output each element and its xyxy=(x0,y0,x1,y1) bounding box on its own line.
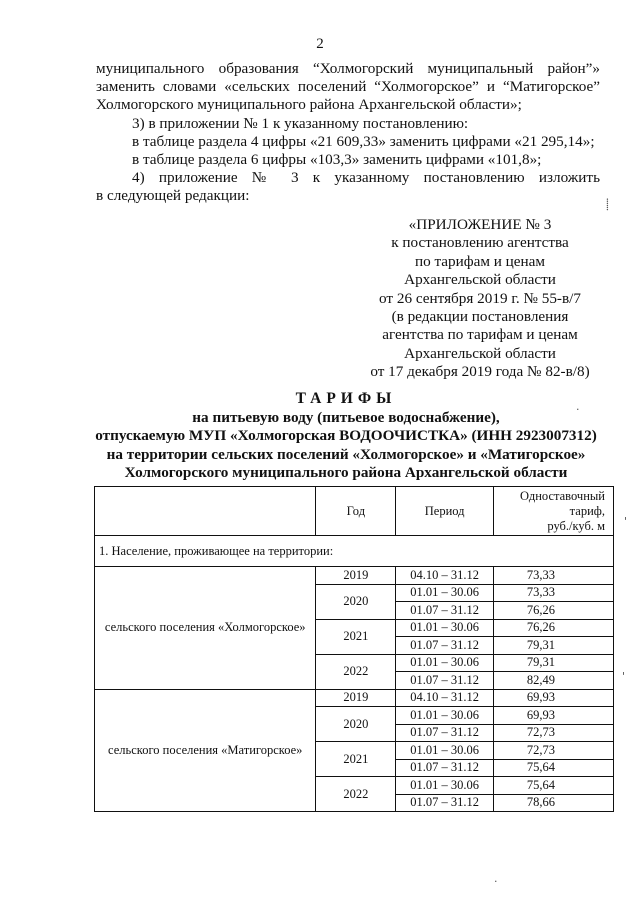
amendment-line: Холмогорского муниципального района Архангельской области»; xyxy=(96,96,522,114)
tariff-cell: 75,64 xyxy=(494,759,614,777)
period-cell: 01.07 – 31.12 xyxy=(396,759,494,777)
tariff-table xyxy=(94,486,614,812)
title-heading: ТАРИФЫ xyxy=(295,390,397,407)
year-cell: 2022 xyxy=(316,777,396,812)
year-cell: 2020 xyxy=(316,584,396,619)
scan-speck: ' xyxy=(624,515,628,528)
year-cell: 2022 xyxy=(316,654,396,689)
period-cell: 01.07 – 31.12 xyxy=(396,637,494,655)
period-cell: 01.07 – 31.12 xyxy=(396,724,494,742)
tariff-cell: 69,93 xyxy=(494,689,614,707)
settlement-name: сельского поселения «Холмогорское» xyxy=(95,567,316,690)
section-label: 1. Население, проживающее на территории: xyxy=(95,536,614,567)
appendix-line: от 26 сентября 2019 г. № 55-в/7 xyxy=(379,289,581,307)
amendment-line: муниципального образования “Холмогорский муниципальный район”» xyxy=(96,60,600,77)
scan-speck: ' xyxy=(622,670,626,683)
title-line: Холмогорского муниципального района Архангельской области xyxy=(124,464,568,481)
header-tariff-line: Одноставочный xyxy=(520,488,605,503)
year-cell: 2019 xyxy=(316,689,396,707)
tariff-cell: 79,31 xyxy=(494,637,614,655)
appendix-line: «ПРИЛОЖЕНИЕ № 3 xyxy=(408,216,552,233)
amendment-line: заменить словами «сельских поселений “Холмогорское” и “Матигорское” xyxy=(96,78,600,96)
period-cell: 01.01 – 30.06 xyxy=(396,742,494,760)
year-cell: 2021 xyxy=(316,742,396,777)
table-row xyxy=(95,689,614,707)
period-cell: 01.07 – 31.12 xyxy=(396,602,494,620)
amendment-line: 3) в приложении № 1 к указанному постановлению: xyxy=(132,114,469,132)
amendment-line: в следующей редакции: xyxy=(96,187,250,205)
tariff-cell: 79,31 xyxy=(494,654,614,672)
tariff-cell: 75,64 xyxy=(494,777,614,795)
header-tariff xyxy=(494,487,614,536)
amendment-line: в таблице раздела 6 цифры «103,3» заменить цифрами «101,8»; xyxy=(132,151,542,169)
section-row xyxy=(95,536,614,567)
tariff-cell: 69,93 xyxy=(494,707,614,725)
year-cell: 2020 xyxy=(316,707,396,742)
appendix-line: Архангельской области xyxy=(404,344,556,362)
period-cell: 04.10 – 31.12 xyxy=(396,689,494,707)
period-cell: 01.01 – 30.06 xyxy=(396,654,494,672)
title-line: на территории сельских поселений «Холмогорское» и «Матигорское» xyxy=(106,445,586,463)
title-line: на питьевую воду (питьевое водоснабжение), xyxy=(192,408,500,426)
table-header-row xyxy=(95,487,614,536)
period-cell: 01.07 – 31.12 xyxy=(396,794,494,812)
tariff-cell: 82,49 xyxy=(494,672,614,690)
appendix-header xyxy=(330,216,630,382)
appendix-line: (в редакции постановления xyxy=(391,308,569,326)
tariff-cell: 78,66 xyxy=(494,794,614,812)
period-cell: 04.10 – 31.12 xyxy=(396,567,494,585)
scan-speck: · xyxy=(494,875,498,888)
tariff-cell: 73,33 xyxy=(494,567,614,585)
period-cell: 01.01 – 30.06 xyxy=(396,584,494,602)
header-year: Год xyxy=(316,487,396,536)
tariff-title xyxy=(0,390,640,483)
header-tariff-line: тариф, xyxy=(569,503,605,518)
year-cell: 2021 xyxy=(316,619,396,654)
amendment-text xyxy=(96,60,600,206)
appendix-line: от 17 декабря 2019 года № 82-в/8) xyxy=(370,363,590,381)
scan-speck: · xyxy=(576,403,580,416)
appendix-line: по тарифам и ценам xyxy=(414,252,546,270)
tariff-cell: 72,73 xyxy=(494,742,614,760)
appendix-line: к постановлению агентства xyxy=(391,234,569,252)
tariff-cell: 76,26 xyxy=(494,602,614,620)
header-period: Период xyxy=(396,487,494,536)
tariff-cell: 73,33 xyxy=(494,584,614,602)
tariff-cell: 76,26 xyxy=(494,619,614,637)
amendment-line: 4) приложение № 3 к указанному постановлению изложить xyxy=(132,169,600,187)
period-cell: 01.01 – 30.06 xyxy=(396,707,494,725)
settlement-name: сельского поселения «Матигорское» xyxy=(95,689,316,812)
tariff-cell: 72,73 xyxy=(494,724,614,742)
amendment-line: в таблице раздела 4 цифры «21 609,33» заменить цифрами «21 295,14»; xyxy=(132,132,595,150)
period-cell: 01.07 – 31.12 xyxy=(396,672,494,690)
title-line: отпускаемую МУП «Холмогорская ВОДООЧИСТКА» (ИНН 2923007312) xyxy=(95,427,597,444)
table-row xyxy=(95,567,614,585)
scan-speck: ⸽ xyxy=(606,198,609,211)
period-cell: 01.01 – 30.06 xyxy=(396,777,494,795)
appendix-line: Архангельской области xyxy=(404,271,556,289)
year-cell: 2019 xyxy=(316,567,396,585)
appendix-line: агентства по тарифам и ценам xyxy=(382,326,578,344)
header-empty xyxy=(95,487,316,536)
period-cell: 01.01 – 30.06 xyxy=(396,619,494,637)
header-tariff-line: руб./куб. м xyxy=(547,518,605,533)
page-number: 2 xyxy=(316,36,324,52)
